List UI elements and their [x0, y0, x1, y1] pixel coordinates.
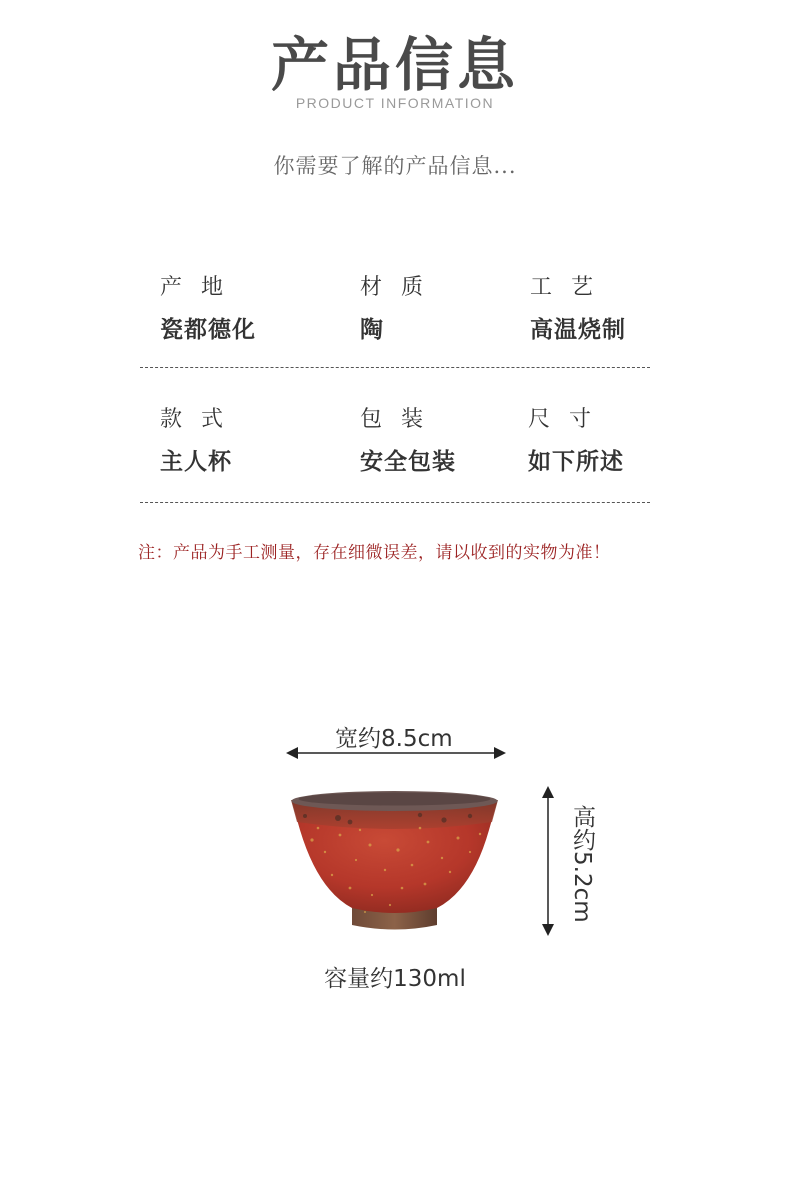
- page-subtitle: PRODUCT INFORMATION: [295, 95, 495, 111]
- info-value-material: 陶: [360, 317, 384, 343]
- height-label: 高约5.2cm: [569, 805, 595, 923]
- height-label-wrap: [550, 805, 595, 925]
- info-value-craft: 高温烧制: [530, 317, 626, 343]
- info-label-origin: 产 地: [160, 275, 229, 300]
- info-cell-origin: [160, 270, 256, 348]
- info-label-size: 尺 寸: [528, 407, 597, 432]
- cup-image: [291, 791, 498, 930]
- info-cell-packaging: [360, 402, 456, 480]
- divider-1: [140, 367, 650, 368]
- info-label-material: 材 质: [360, 275, 429, 300]
- info-row-2: [140, 402, 650, 512]
- divider-2: [140, 502, 650, 503]
- capacity-label: 容量约130ml: [324, 966, 466, 992]
- info-cell-material: [360, 270, 429, 348]
- disclaimer-note: 注：产品为手工测量，存在细微误差，请以收到的实物为准！: [138, 543, 611, 563]
- info-value-size: 如下所述: [528, 449, 624, 475]
- info-label-craft: 工 艺: [530, 275, 599, 300]
- info-row-1: [140, 270, 650, 380]
- intro-text: 你需要了解的产品信息...: [273, 154, 517, 178]
- info-value-style: 主人杯: [160, 449, 232, 475]
- page-title: 产品信息: [270, 31, 519, 99]
- info-label-style: 款 式: [160, 407, 229, 432]
- info-cell-craft: [530, 270, 626, 348]
- info-cell-style: [160, 402, 232, 480]
- info-value-origin: 瓷都德化: [160, 317, 256, 343]
- info-value-packaging: 安全包装: [360, 449, 456, 475]
- info-cell-size: [528, 402, 624, 480]
- info-label-packaging: 包 装: [360, 407, 429, 432]
- width-label: 宽约8.5cm: [335, 726, 453, 752]
